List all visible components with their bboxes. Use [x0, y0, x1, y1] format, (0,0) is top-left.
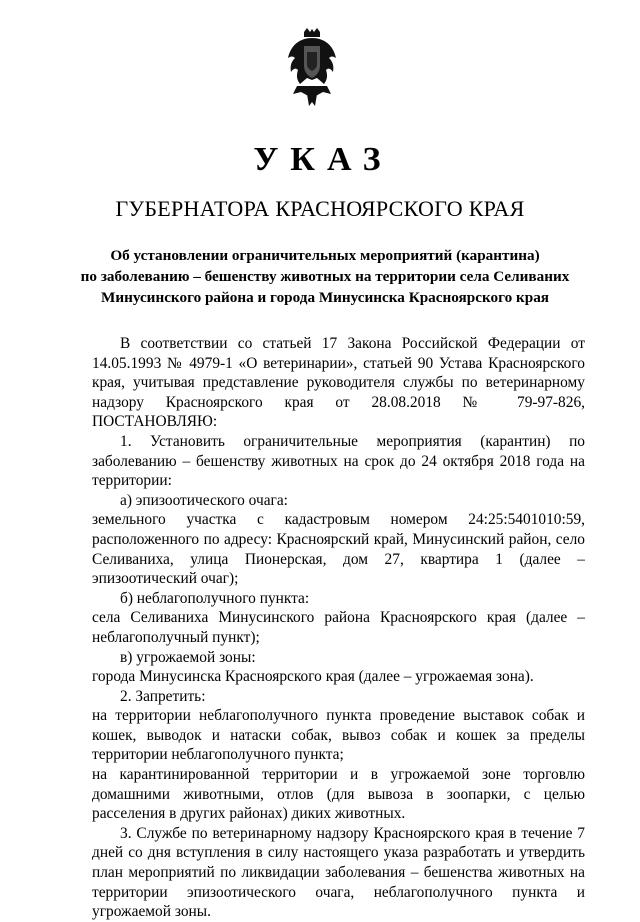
paragraph-subitem-v: в) угрожаемой зоны: — [120, 648, 256, 666]
paragraph-preamble: В соответствии со статьей 17 Закона Российской Федерации от 14.05.1993 № 4979-1 «О ветеринарии», статьей 90 Устава Красноярского края, учитывая представление руководителя службы по ветеринарному надзору Красноярского края от 28.08.2018 № 79-97-826, ПОСТАНОВЛЯЮ: — [92, 335, 585, 431]
coat-of-arms-emblem — [287, 28, 337, 106]
paragraph-item-1: 1. Установить ограничительные мероприятия (карантин) по заболеванию – бешенству животных на срок до 24 октября 2018 года на территории: — [92, 432, 585, 490]
paragraph-item-3: 3. Службе по ветеринарному надзору Красноярского края в течение 7 дней со дня вступления в силу настоящего указа разработать и утвердить план мероприятий по ликвидации заболевания – бешенства животных на территории эпизоотического очага, неблагополучного пункта и угрожаемой зоны. — [92, 824, 585, 921]
document-title: УКАЗ — [253, 141, 393, 178]
paragraph-ban-trade: на карантинированной территории и в угрожаемой зоне торговлю домашними животными, отлов (для вывоза в зоопарки, с целью расселения в других районах) диких животных. — [92, 766, 585, 823]
emblem-graphic — [287, 28, 337, 106]
document-subtitle: ГУБЕРНАТОРА КРАСНОЯРСКОГО КРАЯ — [115, 196, 525, 221]
paragraph-address: земельного участка с кадастровым номером 24:25:5401010:59, расположенного по адресу: Красноярский край, Минусинский район, село Селиваниха, улица Пионерская, дом 27, квартира 1 (далее – эпизоотический очаг); — [92, 511, 585, 588]
heading-line: Об установлении ограничительных мероприятий (карантина) — [110, 247, 540, 264]
paragraph-ban-exhibitions: на территории неблагополучного пункта проведение выставок собак и кошек, выводок и натаски собак, вывоз собак и кошек за пределы территории неблагополучного пункта; — [92, 707, 585, 764]
paragraph-item-2: 2. Запретить: — [120, 687, 206, 705]
paragraph-village: села Селиваниха Минусинского района Красноярского края (далее – неблагополучный пункт); — [92, 609, 585, 646]
paragraph-subitem-a: а) эпизоотического очага: — [120, 491, 288, 509]
document-heading — [60, 245, 590, 308]
heading-line: по заболеванию – бешенству животных на территории села Селиваних — [80, 268, 570, 285]
paragraph-city: города Минусинска Красноярского края (далее – угрожаемая зона). — [92, 668, 534, 686]
document-body — [92, 334, 585, 922]
paragraph-subitem-b: б) неблагополучного пункта: — [120, 589, 310, 607]
heading-line: Минусинского района и города Минусинска Красноярского края — [100, 289, 550, 306]
